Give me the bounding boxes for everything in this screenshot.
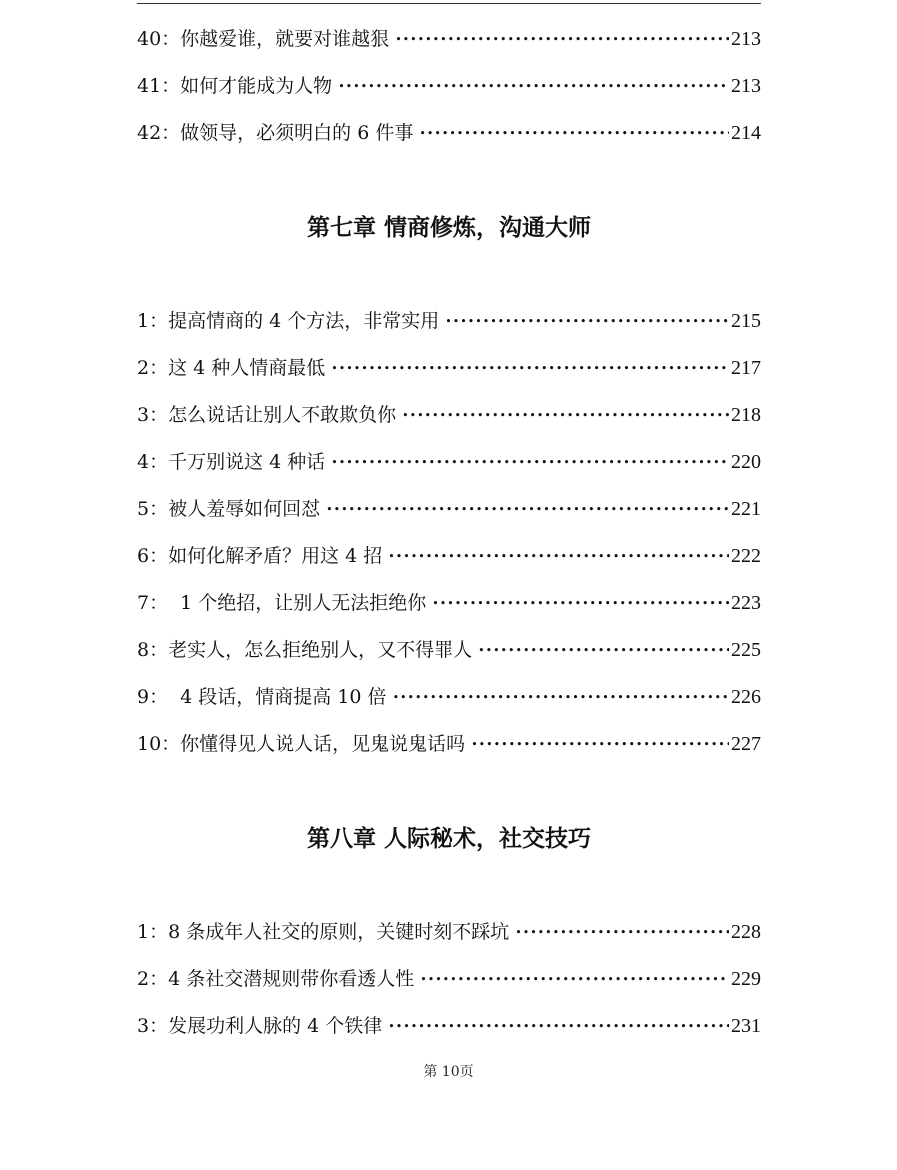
toc-entry-label: 1：提高情商的 4 个方法，非常实用 — [137, 310, 440, 332]
top-divider — [137, 3, 761, 4]
toc-entry-page: 213 — [731, 28, 761, 50]
toc-entry-page: 213 — [731, 75, 761, 97]
toc-entry-page: 227 — [731, 733, 761, 755]
toc-entry-page: 221 — [731, 498, 761, 520]
toc-entry-ch8-1[interactable] — [137, 918, 761, 946]
chapter-7-title: 第七章 情商修炼，沟通大师 — [306, 215, 591, 241]
toc-entry-label: 8：老实人，怎么拒绝别人，又不得罪人 — [137, 639, 473, 661]
toc-entry-ch8-3[interactable] — [137, 1012, 761, 1040]
toc-entry-ch7-10[interactable] — [137, 730, 761, 758]
dot-leader — [388, 1012, 729, 1041]
dot-leader — [331, 448, 729, 477]
toc-entry-label: 2：这 4 种人情商最低 — [137, 357, 326, 379]
toc-entry-label: 3：怎么说话让别人不敢欺负你 — [137, 404, 397, 426]
dot-leader — [388, 542, 729, 571]
dot-leader — [331, 354, 729, 383]
toc-entry-ch7-9[interactable] — [137, 683, 761, 711]
dot-leader — [395, 25, 729, 54]
toc-entry-page: 214 — [731, 122, 761, 144]
toc-entry-page: 223 — [731, 592, 761, 614]
toc-entry-label: 42：做领导，必须明白的 6 件事 — [137, 122, 414, 144]
toc-entry-page: 220 — [731, 451, 761, 473]
toc-entry-ch7-1[interactable] — [137, 307, 761, 335]
toc-entry-page: 222 — [731, 545, 761, 567]
toc-entry-label: 2：4 条社交潜规则带你看透人性 — [137, 968, 415, 990]
toc-entry-page: 231 — [731, 1015, 761, 1037]
toc-entry-41[interactable] — [137, 72, 761, 100]
toc-entry-label: 1：8 条成年人社交的原则，关键时刻不踩坑 — [137, 921, 510, 943]
toc-entry-page: 218 — [731, 404, 761, 426]
toc-entry-page: 215 — [731, 310, 761, 332]
toc-entry-label: 10：你懂得见人说人话，见鬼说鬼话吗 — [137, 733, 466, 755]
toc-entry-page: 217 — [731, 357, 761, 379]
dot-leader — [420, 965, 729, 994]
dot-leader — [419, 119, 729, 148]
toc-entry-label: 5：被人羞辱如何回怼 — [137, 498, 321, 520]
toc-entry-label: 6：如何化解矛盾？用这 4 招 — [137, 545, 383, 567]
dot-leader — [515, 918, 729, 947]
toc-entry-ch7-6[interactable] — [137, 542, 761, 570]
toc-entry-label: 4：千万别说这 4 种话 — [137, 451, 326, 473]
dot-leader — [478, 636, 729, 665]
toc-entry-page: 226 — [731, 686, 761, 708]
dot-leader — [402, 401, 729, 430]
toc-entry-page: 229 — [731, 968, 761, 990]
toc-entry-label: 41：如何才能成为人物 — [137, 75, 333, 97]
dot-leader — [445, 307, 729, 336]
dot-leader — [393, 683, 729, 712]
toc-entry-label: 3：发展功利人脉的 4 个铁律 — [137, 1015, 383, 1037]
toc-entry-ch7-3[interactable] — [137, 401, 761, 429]
dot-leader — [432, 589, 729, 618]
toc-entry-ch7-2[interactable] — [137, 354, 761, 382]
toc-entry-label: 7： 1 个绝招，让别人无法拒绝你 — [137, 592, 427, 614]
chapter-8-title: 第八章 人际秘术，社交技巧 — [306, 826, 591, 852]
dot-leader — [326, 495, 729, 524]
toc-entry-label: 9： 4 段话，情商提高 10 倍 — [137, 686, 387, 708]
page-number-footer: 第 10页 — [423, 1064, 474, 1080]
dot-leader — [471, 730, 729, 759]
dot-leader — [338, 72, 729, 101]
toc-entry-ch7-7[interactable] — [137, 589, 761, 617]
toc-entry-ch7-4[interactable] — [137, 448, 761, 476]
toc-entry-page: 228 — [731, 921, 761, 943]
toc-entry-40[interactable] — [137, 25, 761, 53]
toc-entry-page: 225 — [731, 639, 761, 661]
toc-entry-ch7-5[interactable] — [137, 495, 761, 523]
toc-entry-42[interactable] — [137, 119, 761, 147]
toc-entry-ch8-2[interactable] — [137, 965, 761, 993]
toc-entry-ch7-8[interactable] — [137, 636, 761, 664]
toc-entry-label: 40：你越爱谁，就要对谁越狠 — [137, 28, 390, 50]
